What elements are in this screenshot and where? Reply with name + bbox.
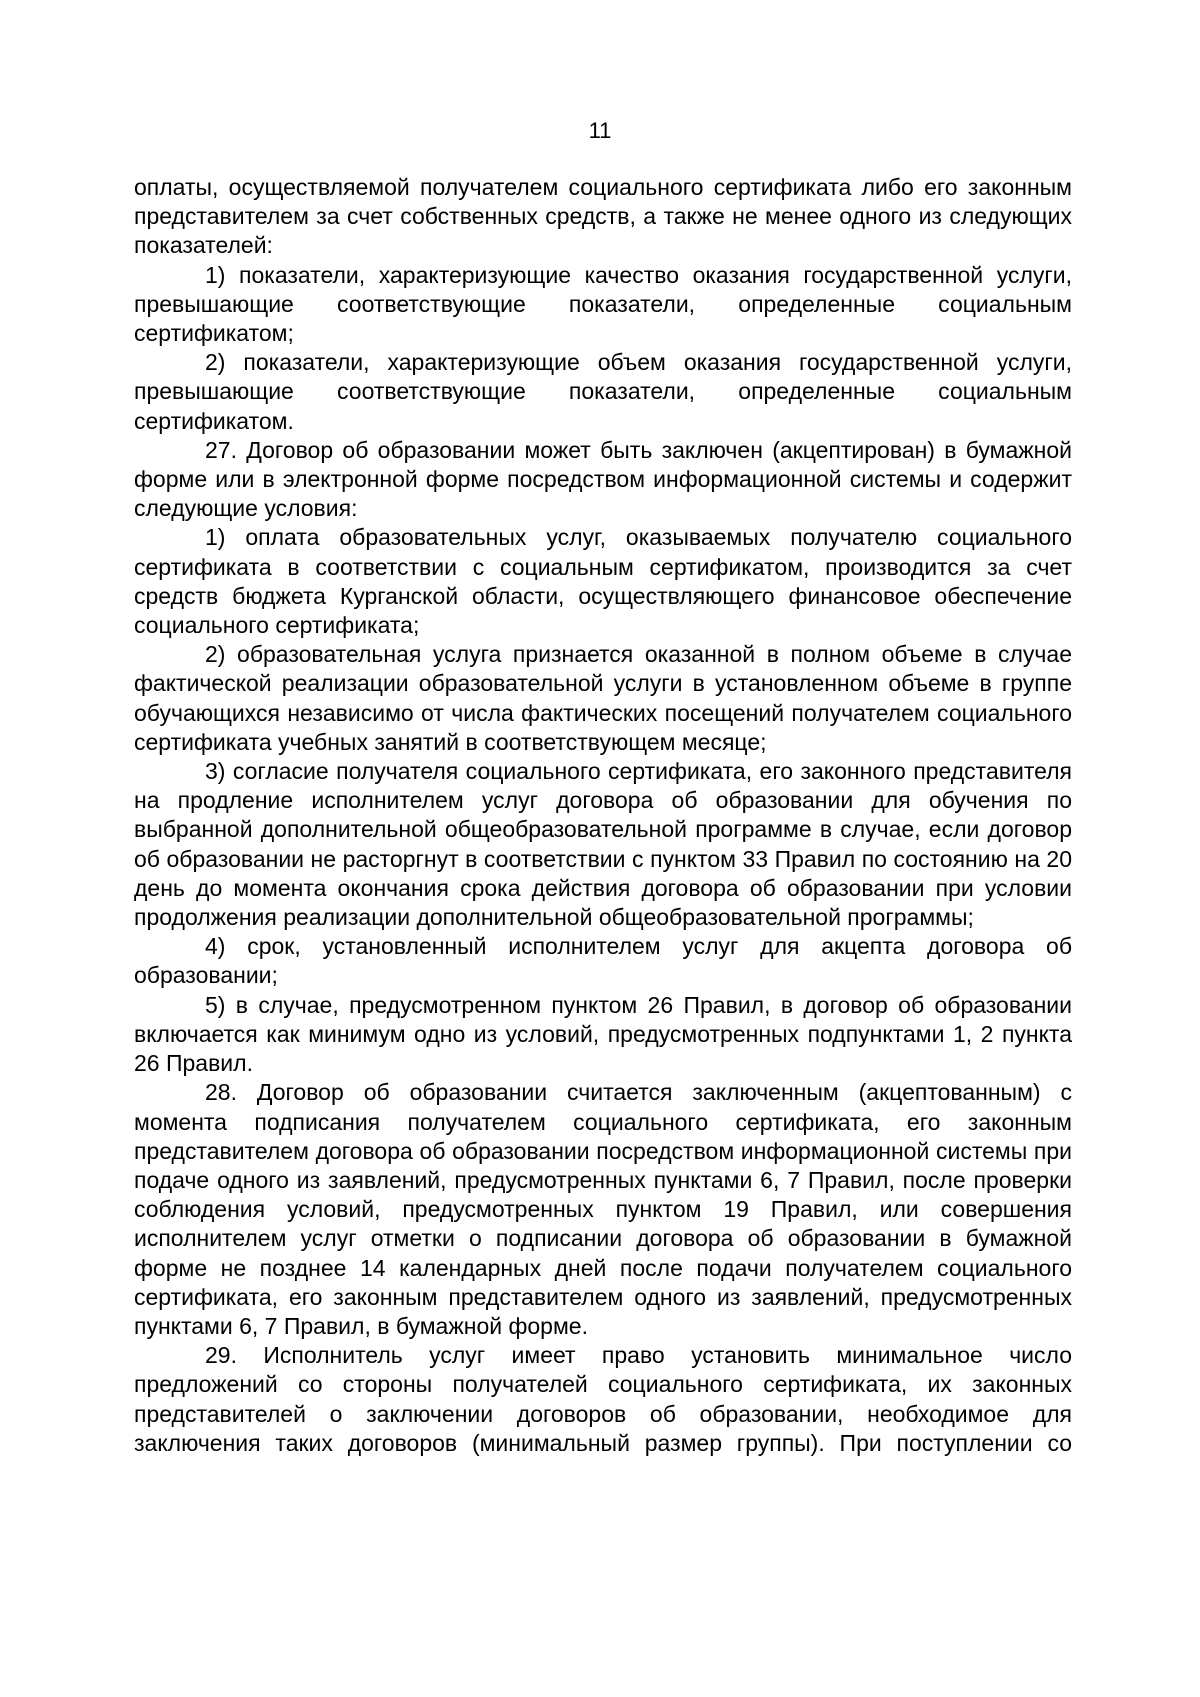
paragraph-item-27-1: 1) оплата образовательных услуг, оказываемых получателю социального сертификата в соответствии с социальным сертификатом, производится за счет средств бюджета Курганской области, осуществляющего финансовое обеспечение социального сертификата; (134, 524, 1072, 639)
paragraph-item-27-2: 2) образовательная услуга признается оказанной в полном объеме в случае фактической реализации образовательной услуги в установленном объеме в группе обучающихся независимо от числа фактических посещений получателем социального сертификата учебных занятий в соответствующем месяце; (134, 641, 1072, 755)
paragraph-item-27-4: 4) срок, установленный исполнителем услуг для акцепта договора об образовании; (134, 933, 1072, 989)
paragraph-item-27-5: 5) в случае, предусмотренном пунктом 26 Правил, в договор об образовании включается как минимум одно из условий, предусмотренных подпунктами 1, 2 пункта 26 Правил. (134, 991, 1072, 1077)
page-number: 11 (588, 118, 612, 143)
paragraph-item-27-3: 3) согласие получателя социального сертификата, его законного представителя на продление исполнителем услуг договора об образовании для обучения по выбранной дополнительной общеобразовательной программе в случае, если договор об образовании не расторгнут в соответствии с пунктом 33 Правил по состоянию на 20 день до момента окончания срока действия договора об образовании при условии продолжения реализации дополнительной общеобразовательной программы; (134, 758, 1072, 931)
paragraph-item-26-1: 1) показатели, характеризующие качество оказания государственной услуги, превышающие соответствующие показатели, определенные социальным сертификатом; (134, 261, 1072, 347)
document-body (134, 173, 1072, 1458)
paragraph-clause-29: 29. Исполнитель услуг имеет право установить минимальное число предложений со стороны получателей социального сертификата, их законных представителей о заключении договоров об образовании, необходимое для заключения таких договоров (минимальный размер группы). При поступлении со (134, 1342, 1072, 1456)
paragraph-clause-28: 28. Договор об образовании считается заключенным (акцептованным) с момента подписания получателем социального сертификата, его законным представителем договора об образовании посредством информационной системы при подаче одного из заявлений, предусмотренных пунктами 6, 7 Правил, после проверки соблюдения условий, предусмотренных пунктом 19 Правил, или совершения исполнителем услуг отметки о подписании договора об образовании в бумажной форме не позднее 14 календарных дней после подачи получателем социального сертификата, его законным представителем одного из заявлений, предусмотренных пунктами 6, 7 Правил, в бумажной форме. (134, 1079, 1072, 1339)
paragraph-continuation: оплаты, осуществляемой получателем социального сертификата либо его законным представителем за счет собственных средств, а также не менее одного из следующих показателей: (134, 174, 1072, 259)
paragraph-clause-27: 27. Договор об образовании может быть заключен (акцептирован) в бумажной форме или в электронной форме посредством информационной системы и содержит следующие условия: (134, 436, 1072, 522)
paragraph-item-26-2: 2) показатели, характеризующие объем оказания государственной услуги, превышающие соответствующие показатели, определенные социальным сертификатом. (134, 349, 1072, 434)
